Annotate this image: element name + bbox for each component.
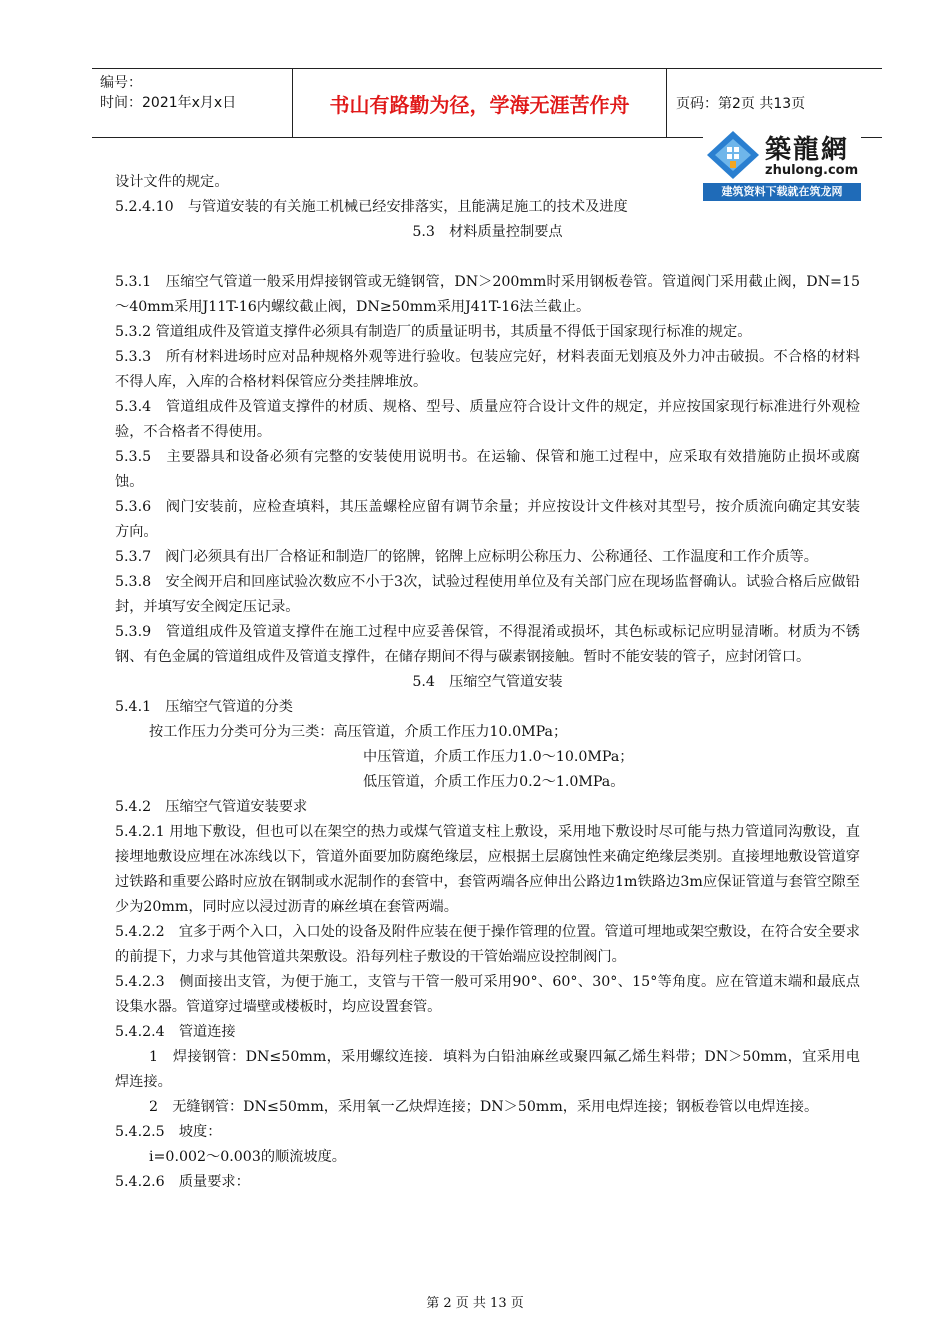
document-body [115, 170, 860, 1195]
body-paragraph: 设计文件的规定。 [115, 174, 229, 190]
body-paragraph: 5.3.2 管道组成件及管道支撑件必须具有制造厂的质量证明书，其质量不得低于国家现行标准的规定。 [115, 324, 752, 340]
body-paragraph: 5.3.6 阀门安装前，应检查填料，其压盖螺栓应留有调节余量；并应按设计文件核对其型号，按介质流向确定其安装方向。 [115, 499, 860, 540]
blank-line [115, 245, 860, 270]
body-paragraph: 5.4.1 压缩空气管道的分类 [115, 699, 293, 715]
body-paragraph: 5.4.2 压缩空气管道安装要求 [115, 799, 308, 815]
body-paragraph: 5.3.8 安全阀开启和回座试验次数应不小于3次，试验过程使用单位及有关部门应在现场监督确认。试验合格后应做铅封，并填写安全阀定压记录。 [115, 574, 860, 615]
body-paragraph: 低压管道，介质工作压力0.2～1.0MPa。 [363, 774, 625, 790]
section-heading: 5.3 材料质量控制要点 [412, 224, 563, 240]
logo-title: 築龍網 [765, 135, 850, 165]
body-paragraph: 2 无缝钢管：DN≤50mm，采用氧一乙炔焊连接；DN＞50mm，采用电焊连接；钢板卷管以电焊连接。 [149, 1099, 819, 1115]
header-page-info: 页码：第2页 共13页 [676, 96, 806, 112]
body-paragraph: 5.3.9 管道组成件及管道支撑件在施工过程中应妥善保管，不得混淆或损坏，其色标或标记应明显清晰。材质为不锈钢、有色金属的管道组成件及管道支撑件，在储存期间不得与碳素钢接触。暂时不能安装的管子，应封闭管口。 [115, 624, 860, 665]
body-paragraph: 1 焊接钢管：DN≤50mm，采用螺纹连接．填料为白铅油麻丝或聚四氟乙烯生料带；DN＞50mm，宜采用电焊连接。 [115, 1049, 860, 1090]
body-paragraph: 5.3.1 压缩空气管道一般采用焊接钢管或无缝钢管，DN＞200mm时采用钢板卷管。管道阀门采用截止阀，DN=15～40mm采用J11T-16内螺纹截止阀，DN≥50mm采用J41T-16法兰截止。 [115, 274, 860, 315]
body-paragraph: i=0.002～0.003的顺流坡度。 [149, 1149, 346, 1165]
body-paragraph: 5.4.2.6 质量要求： [115, 1174, 250, 1190]
body-paragraph: 5.4.2.1 用地下敷设，但也可以在架空的热力或煤气管道支柱上敷设，采用地下敷设时尽可能与热力管道同沟敷设，直接埋地敷设应埋在冰冻线以下，管道外面要加防腐绝缘层，应根据土层腐蚀性来确定绝缘层类别。直接埋地敷设管道穿过铁路和重要公路时应放在钢制或水泥制作的套管中，套管两端各应伸出公路边1m铁路边3m应保证管道与套管空隙至少为20mm，同时应以浸过沥青的麻丝填在套管两端。 [115, 824, 860, 915]
section-heading: 5.4 压缩空气管道安装 [412, 674, 563, 690]
body-paragraph: 5.3.5 主要器具和设备必须有完整的安装使用说明书。在运输、保管和施工过程中，应采取有效措施防止损坏或腐蚀。 [115, 449, 860, 490]
body-paragraph: 5.3.4 管道组成件及管道支撑件的材质、规格、型号、质量应符合设计文件的规定，并应按国家现行标准进行外观检验，不合格者不得使用。 [115, 399, 860, 440]
body-paragraph: 按工作压力分类可分为三类：高压管道，介质工作压力10.0MPa； [149, 724, 568, 740]
header-motto: 书山有路勤为径，学海无涯苦作舟 [329, 92, 630, 117]
body-paragraph: 5.3.7 阀门必须具有出厂合格证和制造厂的铭牌，铭牌上应标明公称压力、公称通径、工作温度和工作介质等。 [115, 549, 818, 565]
body-paragraph: 5.4.2.3 侧面接出支管，为便于施工，支管与干管一般可采用90°、60°、30°、15°等角度。应在管道末端和最底点设集水器。管道穿过墙壁或楼板时，均应设置套管。 [115, 974, 860, 1015]
body-paragraph: 5.4.2.5 坡度： [115, 1124, 222, 1140]
body-paragraph: 5.3.3 所有材料进场时应对品种规格外观等进行验收。包装应完好，材料表面无划痕及外力冲击破损。不合格的材料不得人库，入库的合格材料保管应分类挂牌堆放。 [115, 349, 860, 390]
body-paragraph: 5.2.4.10 与管道安装的有关施工机械已经安排落实，且能满足施工的技术及进度 [115, 199, 628, 215]
header-divider [666, 69, 667, 137]
body-paragraph: 中压管道，介质工作压力1.0～10.0MPa； [363, 749, 634, 765]
header-meta [100, 73, 292, 133]
time-label: 时间：2021年x月x日 [100, 95, 237, 111]
body-paragraph: 5.4.2.4 管道连接 [115, 1024, 236, 1040]
page-footer: 第 2 页 共 13 页 [426, 1296, 524, 1311]
body-paragraph: 5.4.2.2 宜多于两个入口，入口处的设备及附件应装在便于操作管理的位置。管道可埋地或架空敷设，在符合安全要求的前提下，力求与其他管道共架敷设。沿每列柱子敷设的干管始端应设控制阀门。 [115, 924, 860, 965]
logo-url: zhulong.com [765, 163, 859, 178]
logo-tagline: 建筑资料下载就在筑龙网 [703, 183, 861, 201]
number-label: 编号： [100, 75, 142, 91]
